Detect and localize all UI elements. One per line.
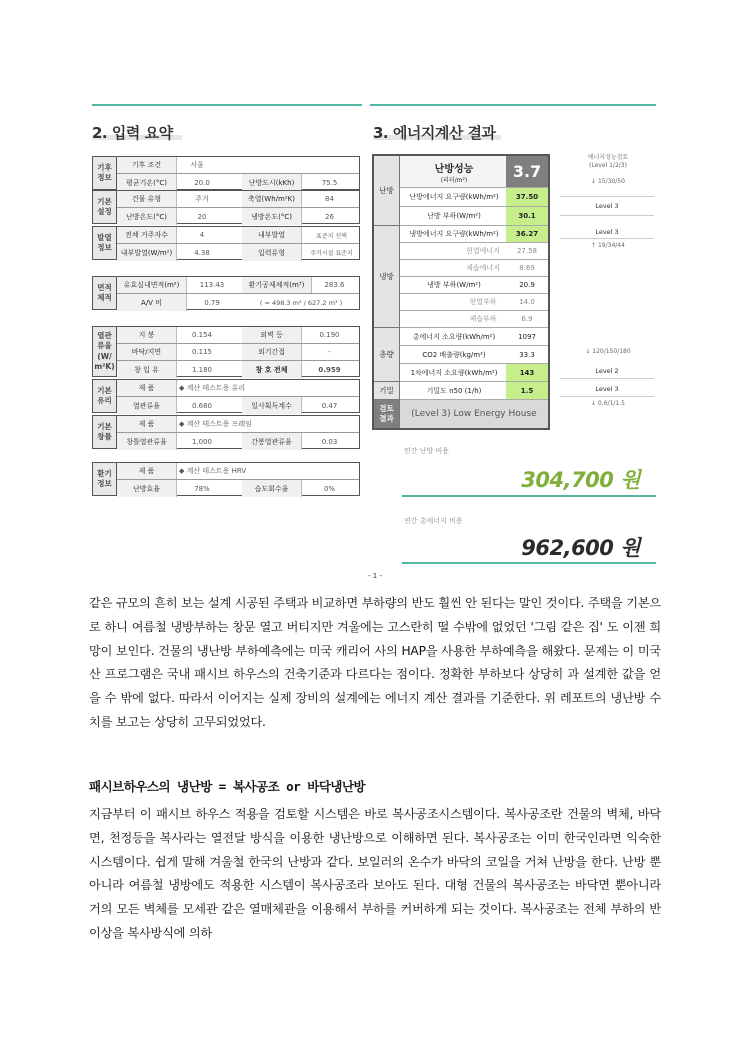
heating-performance-value: 3.7	[506, 156, 548, 187]
block-label: 면적 체적	[93, 277, 117, 309]
table-row: 난방에너지 요구량(kWh/m²) 37.50	[400, 188, 548, 207]
table-row: 난방효율 78% 습도회수율 0%	[117, 480, 359, 497]
group-label-total: 총량	[374, 328, 400, 382]
group-label-airtightness: 기밀	[374, 382, 400, 400]
energy-report-panel: 2. 입력 요약 3. 에너지계산 결과 기후 정보 기후 조건 서울 평균기온(°C) 20.0 난방도시(kKh) 75.5 기본 설정 건물 유형 주거 축열(Wh/m²K) 84 난방온도(°C) 20 냉방온도(°C) 26 발열 정보 전체 거주자수 4 내부발열 표준치 선택 내부발열(W/m²) 4.38 입력유형 주거시설 표준치 면적 체적 유효실내면적(m²) 113.43 환기공제체적(m³) 283.6 A/V 비 0.79 ( = 498.3 m² / 627.2 m³ ) 열관 류율 (W/ m²K) 지 붕 0.154 외벽 등 0.190 바닥/지면 0.115 외기간접 - 창 입 유 1.180 창 호 전체 0.959 기본 유리 제 품 ◆ 계산 테스트용 유리 열관류율 0.680 일사획득계수 0.47 기본 창틀 제 품 ◆ 계산 테스트용 프레임 창틀열관류율 1.000 간봉열관류율 0.03 환기 정보 제 품 ◆ 계산 테스트용 HRV 난방효율 78% 습도회수율 0% 난방 난방성능 (리터/m²) 3.7 난방에너지 요구량(kWh/m²) 37.50 난방 부하(W/m²) 30.1 냉방 냉방에너지 요구량(kWh/m²) 36.27 현열에너지 27.58 제습에너지 8.69 냉방 부하(W/m²) 20.9 현열부하 14.0 제습부하 6.9 총량 총에너지 소요량(kWh/m²) 1097 CO2 배출량(kg/m²) 33.3 1차에너지 소요량(kWh/m²) 143 기밀 기밀도 n50 (1/h) 1.5 검토 결과 (Level 3) Low Energy House 에너지성능검토 (Level 1/2/3) ↓ 15/30/50 Level 3 Level 3 ↑ 19/34/44 ↓ 120/150/180 Level 2 Level 3 ↓ 0.6/1/1.5 연간 난방 비용 304,700 원 연간 총에너지 비용 962,600 원	[90, 104, 660, 586]
glass-block	[92, 379, 360, 413]
airtightness-level: Level 3	[560, 381, 654, 397]
section-heading: 패시브하우스의 냉난방 = 복사공조 or 바닥냉난방	[89, 779, 366, 794]
group-label-cooling: 냉방	[374, 226, 400, 328]
table-row: 기밀도 n50 (1/h) 1.5	[400, 382, 548, 400]
block-label: 열관 류율 (W/ m²K)	[93, 327, 117, 376]
divider	[402, 562, 656, 564]
table-row: 내부발열(W/m²) 4.38 입력유형 주거시설 표준치	[117, 244, 359, 261]
table-row: 건물 유형 주거 축열(Wh/m²K) 84	[117, 191, 359, 208]
energy-results-table	[372, 154, 550, 430]
table-row: 제습에너지 8.69	[400, 260, 548, 277]
section-title-energy-results: 3. 에너지계산 결과	[373, 124, 496, 142]
table-row: 총에너지 소요량(kWh/m²) 1097	[400, 328, 548, 346]
cooling-level: Level 3	[560, 225, 654, 239]
annual-total-energy-cost: 962,600 원	[521, 536, 640, 560]
table-row: 제 품 ◆ 계산 테스트용 프레임	[117, 416, 359, 433]
annual-total-energy-cost-label: 연간 총에너지 비용	[404, 517, 463, 525]
table-row: A/V 비 0.79 ( = 498.3 m² / 627.2 m³ )	[117, 294, 359, 311]
annual-heating-cost-label: 연간 난방 비용	[404, 447, 450, 455]
heating-level: Level 3	[560, 196, 654, 216]
table-row: 창 입 유 1.180 창 호 전체 0.959	[117, 361, 359, 378]
annual-heating-cost: 304,700 원	[521, 468, 640, 492]
table-row: 기후 조건 서울	[117, 157, 359, 174]
table-row: CO2 배출량(kg/m²) 33.3	[400, 346, 548, 364]
area-volume-block	[92, 276, 360, 310]
table-row: 1차에너지 소요량(kWh/m²) 143	[400, 364, 548, 382]
block-label: 기본 유리	[93, 380, 117, 412]
ventilation-block	[92, 462, 360, 496]
page-number: - 1 -	[368, 572, 382, 580]
table-row: 난방 부하(W/m²) 30.1	[400, 207, 548, 226]
primary-energy-level: Level 2	[560, 363, 654, 379]
table-row: 지 붕 0.154 외벽 등 0.190	[117, 327, 359, 344]
frame-block	[92, 415, 360, 449]
table-row: 바닥/지면 0.115 외기간접 -	[117, 344, 359, 361]
table-row: 유효실내면적(m²) 113.43 환기공제체적(m³) 283.6	[117, 277, 359, 294]
block-label: 환기 정보	[93, 463, 117, 495]
level-review-header: 에너지성능검토 (Level 1/2/3)	[587, 154, 629, 169]
table-row: 전체 거주자수 4 내부발열 표준치 선택	[117, 227, 359, 244]
paragraph: 같은 규모의 흔히 보는 설계 시공된 주택과 비교하면 부하량의 반도 훨씬 안 된다는 말인 것이다. 주택을 기본으로 하니 여름철 냉방부하는 창문 열고 버티지만 겨울에는 고스란히 떨 수밖에 없었던 '그림 같은 집' 도 이젠 희망이 보인다. 건물의 냉난방 부하예측에는 미국 캐리어 사의 HAP을 사용한 부하예측을 해왔다. 문제는 이 미국산 프로그램은 국내 패시브 하우스의 건축기준과 다르다는 점이다. 정확한 부하보다 상당히 과 설계한 값을 얻을 수 밖에 없다. 따라서 이어지는 실제 장비의 설계에는 에너지 계산 결과를 기준한다. 위 레포트의 냉난방 수치를 보고는 상당히 고무되었었다.	[89, 596, 661, 729]
review-result-row: (Level 3) Low Energy House	[400, 400, 548, 428]
table-row: 열관류율 0.680 일사획득계수 0.47	[117, 397, 359, 414]
table-row: 창틀열관류율 1.000 간봉열관류율 0.03	[117, 433, 359, 450]
table-row: 냉방 부하(W/m²) 20.9	[400, 277, 548, 294]
table-row: 냉방에너지 요구량(kWh/m²) 36.27	[400, 226, 548, 243]
table-row: 제 품 ◆ 계산 테스트용 유리	[117, 380, 359, 397]
heat-generation-block	[92, 226, 360, 260]
paragraph: 지금부터 이 패시브 하우스 적용을 검토할 시스템은 바로 복사공조시스템이다. 복사공조란 건물의 벽체, 바닥면, 천정등을 복사라는 열전달 방식을 이용한 냉난방으로 이해하면 된다. 복사공조는 이미 한국인라면 익숙한 시스템이다. 쉽게 말해 겨울철 한국의 난방과 같다. 보일러의 온수가 바닥의 코일을 거쳐 난방을 한다. 난방 뿐 아니라 여름철 냉방에도 적용한 시스템이 복사공조라 보아도 된다. 대형 건물의 복사공조는 바닥면 뿐아니라 거의 모든 벽체를 모세관 같은 열매체관을 이용해서 부하를 커버하게 되는 것이다. 복사공조는 전체 부하의 반 이상을 복사방식에 의하	[89, 807, 661, 940]
climate-info-block	[92, 156, 360, 190]
heating-performance-row: 난방성능 (리터/m²) 3.7	[400, 156, 548, 188]
group-label-heating: 난방	[374, 156, 400, 226]
table-row: 평균기온(°C) 20.0 난방도시(kKh) 75.5	[117, 174, 359, 191]
block-label: 기후 정보	[93, 157, 117, 189]
table-row: 제습부하 6.9	[400, 311, 548, 328]
table-row: 현열부하 14.0	[400, 294, 548, 311]
divider	[92, 104, 362, 106]
block-label: 기본 설정	[93, 191, 117, 223]
block-label: 기본 창틀	[93, 416, 117, 448]
table-row: 난방온도(°C) 20 냉방온도(°C) 26	[117, 208, 359, 225]
divider	[402, 495, 656, 497]
u-value-block	[92, 326, 360, 377]
divider	[370, 104, 656, 106]
basic-setting-block	[92, 190, 360, 224]
table-row: 현열에너지 27.58	[400, 243, 548, 260]
table-row: 제 품 ◆ 계산 테스트용 HRV	[117, 463, 359, 480]
group-label-review: 검토 결과	[374, 400, 400, 428]
section-title-input-summary: 2. 입력 요약	[92, 124, 173, 142]
block-label: 발열 정보	[93, 227, 117, 259]
